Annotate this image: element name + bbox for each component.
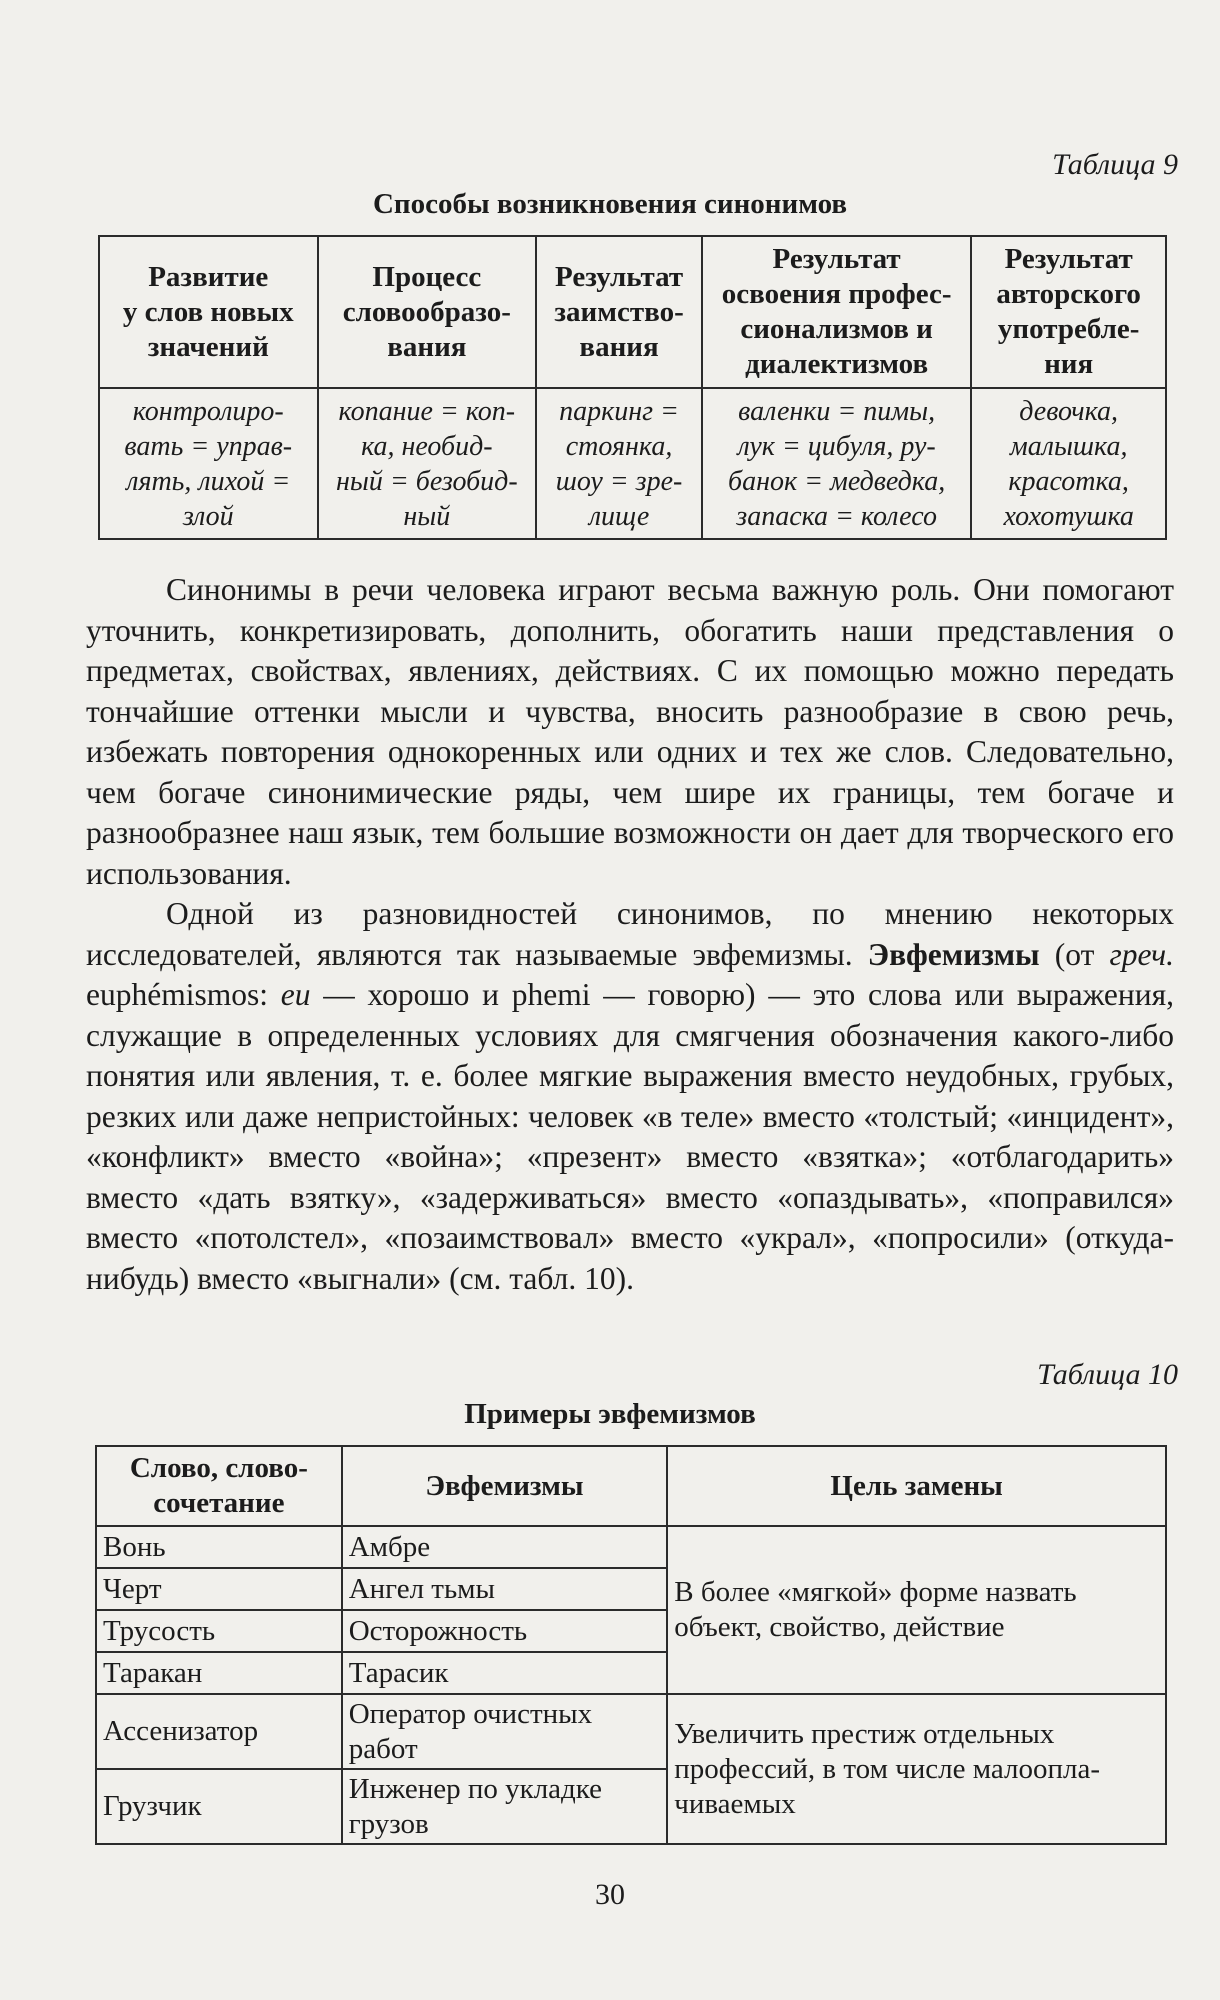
word-cell: Черт [96, 1568, 342, 1610]
euphemism-cell: Ангел тьмы [342, 1568, 668, 1610]
table-10-header: Эвфемизмы [342, 1446, 668, 1526]
table-10-header-row [96, 1446, 1166, 1526]
euphemism-cell: Оператор очистных работ [342, 1694, 668, 1769]
euphemism-cell: Осторожность [342, 1610, 668, 1652]
table-9-example-row [99, 388, 1166, 539]
table-row [96, 1526, 1166, 1568]
table-10-title: Примеры эвфемизмов [464, 1398, 756, 1430]
table-9-cell: девочка, малышка, красотка, хохотушка [971, 388, 1166, 539]
table-10-header: Цель замены [667, 1446, 1166, 1526]
paragraph-synonyms-role: Синонимы в речи человека играют весьма важную роль. Они помогают уточнить, конкретизировать, дополнить, обогатить наши представления о предметах, свойствах, явлениях, действиях. С их помощью можно передать тончайшие оттенки мысли и чувства, вносить разнообразие в свою речь, избежать повторения однокоренных или одних и тех же слов. Следовательно, чем богаче синонимические ряды, чем шире их границы, тем богаче и разнообразнее наш язык, тем большие возможности он дает для творческого его использования. [86, 572, 1174, 891]
table-9-header: Результат заимство- вания [536, 236, 702, 388]
term-euphemisms: Эвфемизмы [867, 936, 1040, 972]
word-cell: Грузчик [96, 1769, 342, 1844]
table-9-title: Способы возникновения синонимов [372, 188, 848, 220]
page-number: 30 [595, 1878, 625, 1911]
purpose-cell: Увеличить престиж отдельных профессий, в том числе малоопла- чиваемых [667, 1694, 1166, 1844]
table-9-header: Процесс словообразо- вания [318, 236, 537, 388]
table-9-header-row [99, 236, 1166, 388]
table-9-cell: контролиро- вать = управ- лять, лихой = злой [99, 388, 318, 539]
synonym-origins-table [98, 235, 1167, 540]
euphemism-cell: Амбре [342, 1526, 668, 1568]
euphemism-cell: Тарасик [342, 1652, 668, 1694]
table-9-header: Развитие у слов новых значений [99, 236, 318, 388]
table-9-header: Результат освоения профес- сионализмов и диалектизмов [702, 236, 971, 388]
table-9-cell: копание = коп- ка, необид- ный = безобид- ный [318, 388, 537, 539]
word-cell: Трусость [96, 1610, 342, 1652]
paragraph-euphemisms: Одной из разновидностей синонимов, по мнению некоторых исследователей, являются так называемые эвфемизмы. Эвфемизмы (от греч. euphémismos: eu — хорошо и phemi — говорю) — это слова или выражения, служащие в определенных условиях для смягчения обозначения какого-либо понятия или явления, т. е. более мягкие выражения вместо неудобных, грубых, резких или даже непристойных: человек «в теле» вместо «толстый; «инцидент», «конфликт» вместо «война»; «презент» вместо «взятка»; «отблагодарить» вместо «дать взятку», «задерживаться» вместо «опаздывать», «поправился» вместо «потолстел», «позаимствовал» вместо «украл», «попросили» (откуда-нибудь) вместо «выгнали» (см. табл. 10). [86, 896, 1175, 1296]
purpose-cell: В более «мягкой» форме назвать объект, свойство, действие [667, 1526, 1166, 1694]
table-9-cell: паркинг = стоянка, шоу = зре- лище [536, 388, 702, 539]
word-cell: Ассенизатор [96, 1694, 342, 1769]
table-9-cell: валенки = пимы, лук = цибуля, ру- банок = медведка, запаска = колесо [702, 388, 971, 539]
word-cell: Вонь [96, 1526, 342, 1568]
euphemism-examples-table [95, 1445, 1167, 1845]
table-10-header: Слово, слово- сочетание [96, 1446, 342, 1526]
table-10-number: Таблица 10 [1037, 1358, 1178, 1391]
word-cell: Таракан [96, 1652, 342, 1694]
body-text [86, 570, 1174, 1299]
language-abbreviation: греч. [1109, 936, 1175, 972]
table-9-header: Результат авторского употребле- ния [971, 236, 1166, 388]
table-9-number: Таблица 9 [1052, 148, 1178, 181]
euphemism-cell: Инженер по укладке грузов [342, 1769, 668, 1844]
table-row [96, 1694, 1166, 1769]
